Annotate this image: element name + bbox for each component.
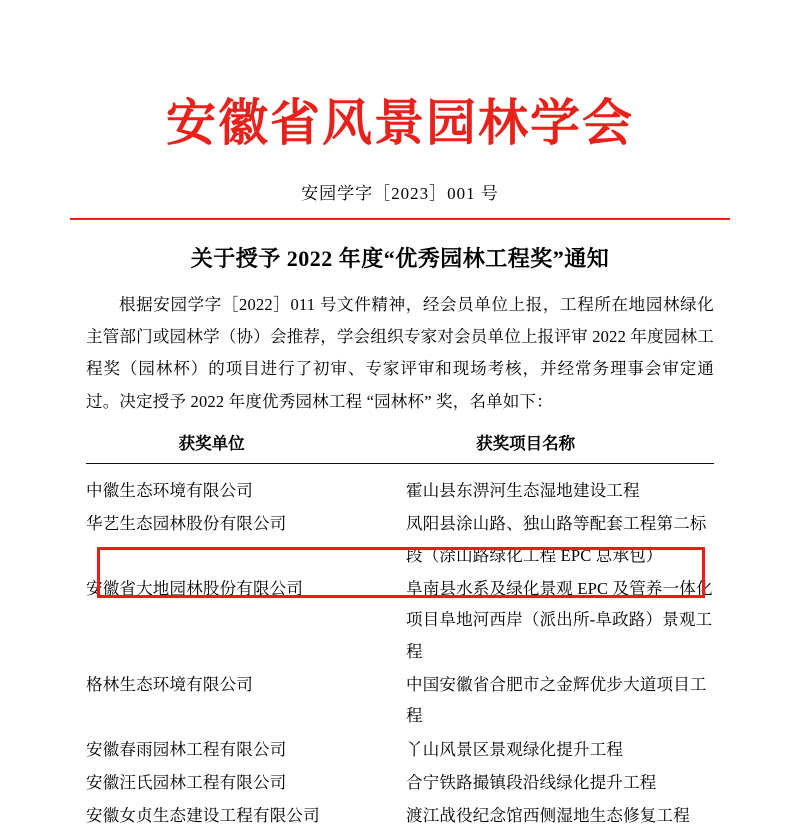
document-number: 安园学字［2023］001 号	[301, 184, 499, 203]
cell-project: 霍山县东淠河生态湿地建设工程	[406, 481, 640, 501]
cell-project: 丫山风景区景观绿化提升工程	[406, 739, 624, 759]
table-row	[86, 474, 714, 507]
table-row	[86, 572, 714, 668]
table-row-highlighted	[86, 668, 714, 733]
table-header-row	[86, 428, 714, 461]
cell-unit: 安徽汪氏园林工程有限公司	[86, 773, 287, 793]
awards-table-body	[86, 474, 714, 833]
cell-unit: 安徽省大地园林股份有限公司	[86, 579, 304, 599]
cell-project: 渡江战役纪念馆西侧湿地生态修复工程	[406, 806, 690, 826]
cell-project: 中国安徽省合肥市之金辉优步大道项目工程	[406, 675, 707, 726]
cell-project: 凤阳县涂山路、独山路等配套工程第二标段（涂山路绿化工程 EPC 总承包）	[406, 514, 707, 565]
cell-unit: 安徽女贞生态建设工程有限公司	[86, 806, 320, 826]
document-title: 关于授予 2022 年度“优秀园林工程奖”通知	[190, 246, 610, 271]
document-body	[86, 273, 714, 418]
organization-title: 安徽省风景园林学会	[166, 95, 634, 151]
table-row	[86, 766, 714, 799]
table-row	[86, 507, 714, 572]
cell-project: 合宁铁路撮镇段沿线绿化提升工程	[406, 773, 657, 793]
awards-table	[86, 428, 714, 461]
cell-unit: 安徽春雨园林工程有限公司	[86, 739, 287, 759]
cell-unit: 中徽生态环境有限公司	[86, 481, 253, 501]
body-paragraph: 根据安园学字［2022］011 号文件精神，经会员单位上报，工程所在地园林绿化主管部门或园林学（协）会推荐，学会组织专家对会员单位上报评审 2022 年度园林工程奖（园林杯）的项目进行了初审、专家评审和现场考核，并经常务理事会审定通过。决定授予 2022 年度优秀园林工程 “园林杯” 奖，名单如下：	[86, 295, 714, 411]
table-header-rule	[86, 463, 714, 464]
table-row	[86, 733, 714, 766]
red-divider	[70, 218, 730, 220]
header-unit: 获奖单位	[178, 433, 245, 453]
table-row	[86, 799, 714, 832]
cell-project: 阜南县水系及绿化景观 EPC 及管养一体化项目阜地河西岸（派出所-阜政路）景观工程	[406, 579, 713, 661]
cell-unit: 华艺生态园林股份有限公司	[86, 514, 287, 534]
cell-unit: 格林生态环境有限公司	[86, 675, 253, 695]
header-project: 获奖项目名称	[476, 433, 576, 453]
